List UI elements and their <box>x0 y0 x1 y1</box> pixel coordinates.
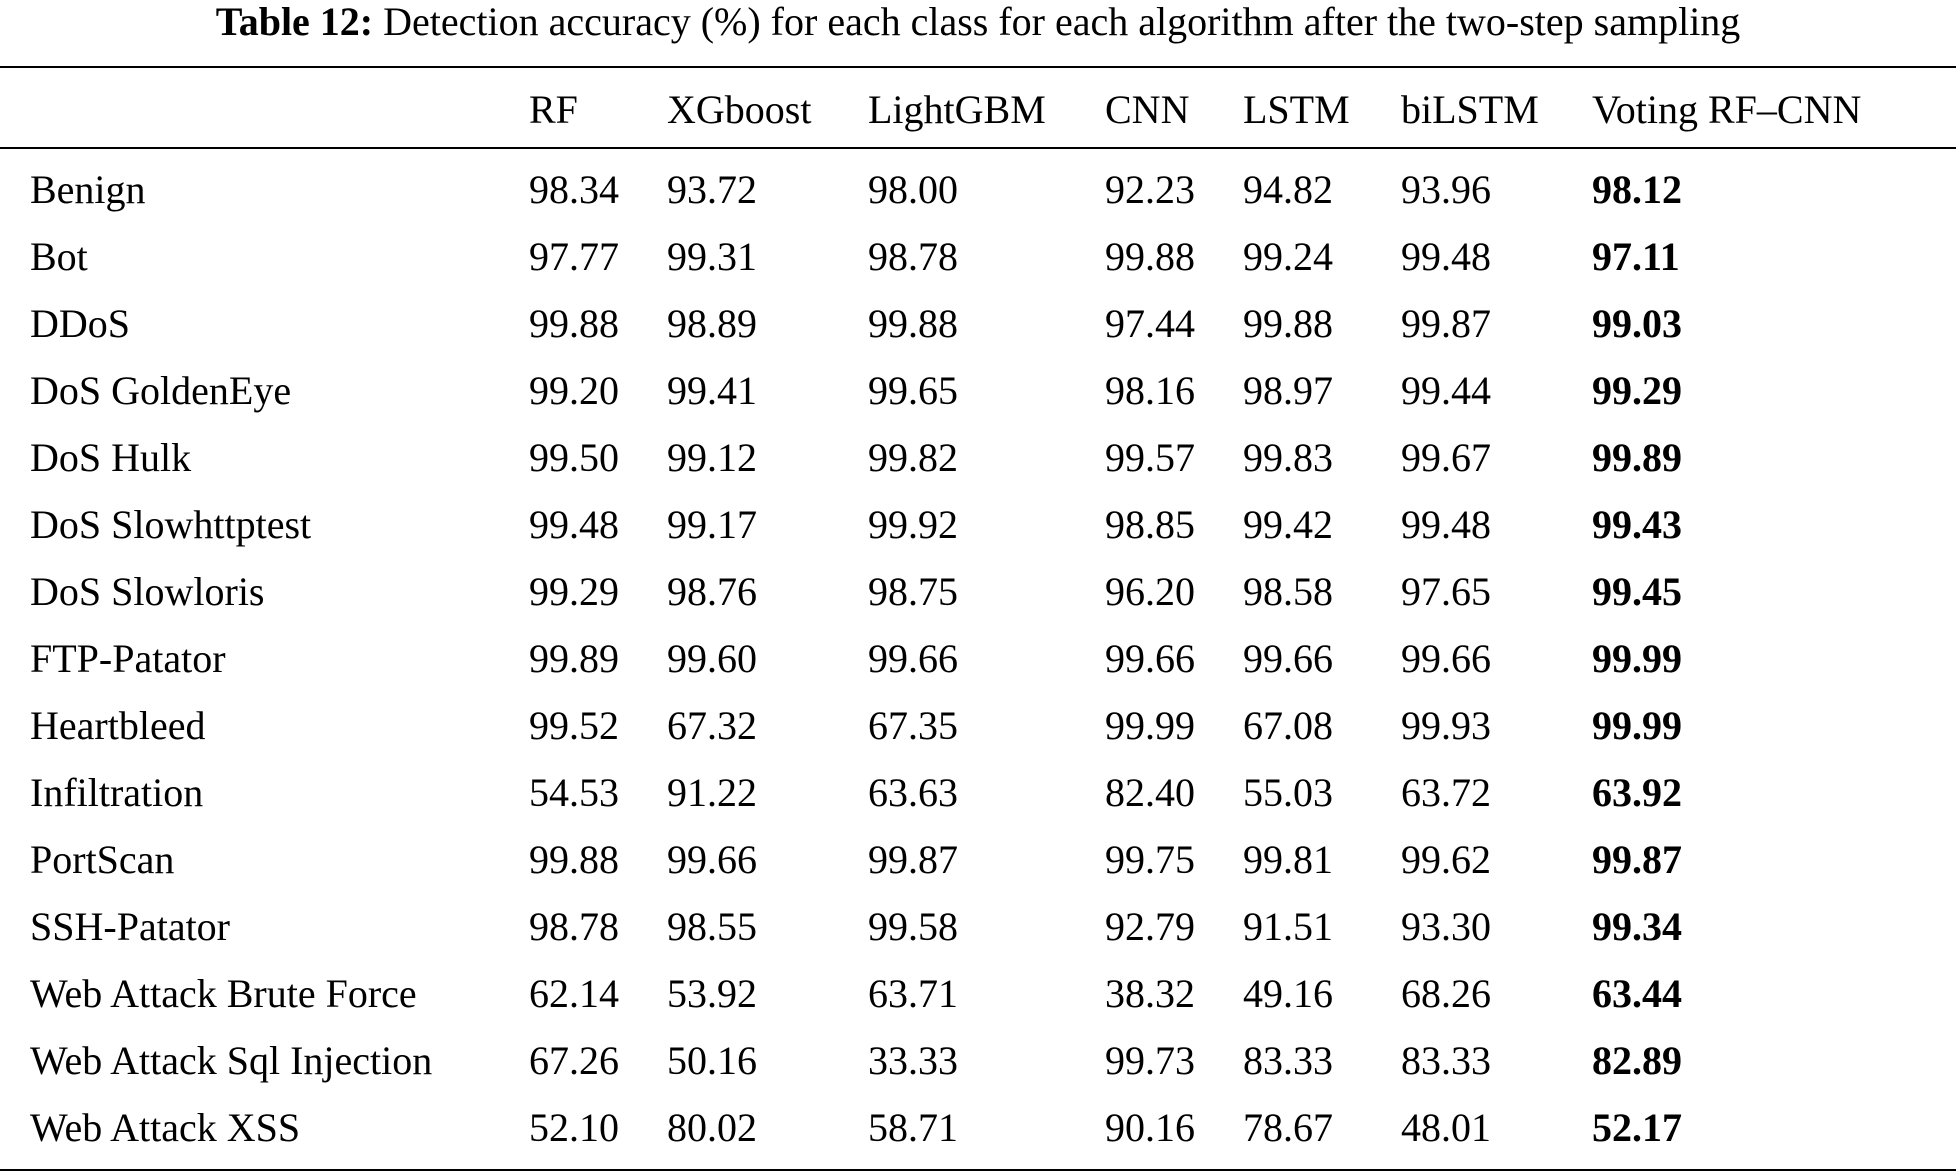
cell-lightgbm: 98.78 <box>868 234 958 279</box>
table-row <box>0 826 1956 893</box>
cell-rf: 99.52 <box>529 703 619 748</box>
cell-lstm: 99.88 <box>1243 301 1333 346</box>
cell-xgboost: 99.66 <box>667 837 757 882</box>
cell-bilstm: 99.62 <box>1401 837 1491 882</box>
table-row <box>0 357 1956 424</box>
cell-lightgbm: 33.33 <box>868 1038 958 1083</box>
cell-lightgbm: 67.35 <box>868 703 958 748</box>
cell-lightgbm: 63.71 <box>868 971 958 1016</box>
cell-bilstm: 93.30 <box>1401 904 1491 949</box>
cell-xgboost: 99.60 <box>667 636 757 681</box>
cell-rf: 62.14 <box>529 971 619 1016</box>
cell-lstm: 99.42 <box>1243 502 1333 547</box>
cell-lightgbm: 99.66 <box>868 636 958 681</box>
row-class-label: Infiltration <box>30 770 204 815</box>
cell-lstm: 67.08 <box>1243 703 1333 748</box>
cell-lstm: 99.24 <box>1243 234 1333 279</box>
cell-rf: 67.26 <box>529 1038 619 1083</box>
table-bottom-rule <box>0 1169 1956 1171</box>
table-row <box>0 625 1956 692</box>
table-row <box>0 156 1956 223</box>
cell-cnn: 98.16 <box>1105 368 1195 413</box>
table-row <box>0 290 1956 357</box>
cell-lstm: 49.16 <box>1243 971 1333 1016</box>
cell-cnn: 97.44 <box>1105 301 1195 346</box>
row-class-label: Web Attack Brute Force <box>30 971 417 1016</box>
table-caption <box>0 0 1956 44</box>
cell-cnn: 99.75 <box>1105 837 1195 882</box>
table-row <box>0 893 1956 960</box>
table-top-rule <box>0 66 1956 68</box>
row-class-label: DDoS <box>30 301 131 346</box>
cell-bilstm: 97.65 <box>1401 569 1491 614</box>
cell-lightgbm: 98.75 <box>868 569 958 614</box>
cell-bilstm: 83.33 <box>1401 1038 1491 1083</box>
cell-cnn: 96.20 <box>1105 569 1195 614</box>
table-header-row <box>0 76 1956 143</box>
cell-rf: 52.10 <box>529 1105 619 1150</box>
header-cell-lightgbm: LightGBM <box>868 87 1046 132</box>
table-caption-text: Detection accuracy (%) for each class for each algorithm after the two-step sampling <box>383 0 1741 44</box>
cell-voting: 82.89 <box>1592 1038 1682 1083</box>
cell-rf: 98.34 <box>529 167 619 212</box>
row-class-label: Web Attack Sql Injection <box>30 1038 433 1083</box>
table-row <box>0 1027 1956 1094</box>
cell-lstm: 99.83 <box>1243 435 1333 480</box>
cell-xgboost: 67.32 <box>667 703 757 748</box>
cell-lightgbm: 58.71 <box>868 1105 958 1150</box>
table-row <box>0 960 1956 1027</box>
cell-lstm: 83.33 <box>1243 1038 1333 1083</box>
cell-lstm: 78.67 <box>1243 1105 1333 1150</box>
row-class-label: DoS Hulk <box>30 435 192 480</box>
cell-xgboost: 99.17 <box>667 502 757 547</box>
row-class-label: PortScan <box>30 837 175 882</box>
cell-rf: 54.53 <box>529 770 619 815</box>
cell-bilstm: 99.87 <box>1401 301 1491 346</box>
table-row <box>0 223 1956 290</box>
cell-voting: 63.44 <box>1592 971 1682 1016</box>
row-class-label: DoS Slowloris <box>30 569 265 614</box>
cell-bilstm: 99.48 <box>1401 502 1491 547</box>
row-class-label: Benign <box>30 167 146 212</box>
cell-voting: 99.29 <box>1592 368 1682 413</box>
table-row <box>0 424 1956 491</box>
header-cell-cnn: CNN <box>1105 87 1190 132</box>
row-class-label: FTP-Patator <box>30 636 226 681</box>
table-header-rule <box>0 147 1956 149</box>
cell-voting: 99.87 <box>1592 837 1682 882</box>
table-row <box>0 1094 1956 1161</box>
cell-xgboost: 98.89 <box>667 301 757 346</box>
cell-cnn: 99.57 <box>1105 435 1195 480</box>
cell-bilstm: 63.72 <box>1401 770 1491 815</box>
cell-voting: 99.99 <box>1592 636 1682 681</box>
row-class-label: DoS GoldenEye <box>30 368 292 413</box>
cell-voting: 98.12 <box>1592 167 1682 212</box>
table-row <box>0 491 1956 558</box>
cell-cnn: 99.66 <box>1105 636 1195 681</box>
cell-xgboost: 99.41 <box>667 368 757 413</box>
cell-lightgbm: 99.92 <box>868 502 958 547</box>
cell-xgboost: 99.12 <box>667 435 757 480</box>
cell-voting: 63.92 <box>1592 770 1682 815</box>
cell-rf: 99.50 <box>529 435 619 480</box>
cell-lstm: 98.58 <box>1243 569 1333 614</box>
cell-rf: 99.48 <box>529 502 619 547</box>
cell-cnn: 99.73 <box>1105 1038 1195 1083</box>
header-cell-xgboost: XGboost <box>667 87 812 132</box>
table-row <box>0 692 1956 759</box>
cell-xgboost: 99.31 <box>667 234 757 279</box>
cell-voting: 99.03 <box>1592 301 1682 346</box>
cell-lightgbm: 99.82 <box>868 435 958 480</box>
row-class-label: Bot <box>30 234 88 279</box>
cell-voting: 99.43 <box>1592 502 1682 547</box>
cell-cnn: 82.40 <box>1105 770 1195 815</box>
cell-xgboost: 93.72 <box>667 167 757 212</box>
row-class-label: SSH-Patator <box>30 904 230 949</box>
cell-lstm: 91.51 <box>1243 904 1333 949</box>
table-row <box>0 558 1956 625</box>
table-row <box>0 759 1956 826</box>
cell-bilstm: 99.44 <box>1401 368 1491 413</box>
row-class-label: Heartbleed <box>30 703 206 748</box>
cell-rf: 99.88 <box>529 837 619 882</box>
cell-cnn: 98.85 <box>1105 502 1195 547</box>
cell-lstm: 94.82 <box>1243 167 1333 212</box>
cell-lstm: 99.81 <box>1243 837 1333 882</box>
cell-bilstm: 99.67 <box>1401 435 1491 480</box>
cell-bilstm: 99.93 <box>1401 703 1491 748</box>
cell-bilstm: 48.01 <box>1401 1105 1491 1150</box>
cell-cnn: 99.88 <box>1105 234 1195 279</box>
cell-cnn: 90.16 <box>1105 1105 1195 1150</box>
cell-xgboost: 98.55 <box>667 904 757 949</box>
cell-xgboost: 98.76 <box>667 569 757 614</box>
cell-voting: 99.99 <box>1592 703 1682 748</box>
cell-bilstm: 99.66 <box>1401 636 1491 681</box>
header-cell-lstm: LSTM <box>1243 87 1350 132</box>
cell-lstm: 99.66 <box>1243 636 1333 681</box>
cell-lightgbm: 98.00 <box>868 167 958 212</box>
cell-lightgbm: 63.63 <box>868 770 958 815</box>
header-cell-rf: RF <box>529 87 578 132</box>
cell-rf: 99.29 <box>529 569 619 614</box>
cell-voting: 52.17 <box>1592 1105 1682 1150</box>
cell-xgboost: 91.22 <box>667 770 757 815</box>
header-cell-voting: Voting RF–CNN <box>1592 87 1862 132</box>
cell-voting: 99.34 <box>1592 904 1682 949</box>
cell-bilstm: 99.48 <box>1401 234 1491 279</box>
cell-rf: 99.88 <box>529 301 619 346</box>
cell-xgboost: 50.16 <box>667 1038 757 1083</box>
cell-rf: 97.77 <box>529 234 619 279</box>
cell-xgboost: 80.02 <box>667 1105 757 1150</box>
cell-xgboost: 53.92 <box>667 971 757 1016</box>
cell-lightgbm: 99.65 <box>868 368 958 413</box>
table-caption-label: Table 12: <box>215 0 374 44</box>
cell-cnn: 38.32 <box>1105 971 1195 1016</box>
cell-rf: 99.89 <box>529 636 619 681</box>
cell-voting: 97.11 <box>1592 234 1680 279</box>
cell-bilstm: 93.96 <box>1401 167 1491 212</box>
cell-cnn: 92.79 <box>1105 904 1195 949</box>
header-cell-bilstm: biLSTM <box>1401 87 1539 132</box>
row-class-label: Web Attack XSS <box>30 1105 301 1150</box>
cell-lightgbm: 99.88 <box>868 301 958 346</box>
cell-cnn: 99.99 <box>1105 703 1195 748</box>
cell-cnn: 92.23 <box>1105 167 1195 212</box>
cell-bilstm: 68.26 <box>1401 971 1491 1016</box>
cell-lightgbm: 99.87 <box>868 837 958 882</box>
cell-lstm: 55.03 <box>1243 770 1333 815</box>
cell-rf: 99.20 <box>529 368 619 413</box>
row-class-label: DoS Slowhttptest <box>30 502 312 547</box>
cell-lightgbm: 99.58 <box>868 904 958 949</box>
cell-lstm: 98.97 <box>1243 368 1333 413</box>
cell-voting: 99.89 <box>1592 435 1682 480</box>
cell-rf: 98.78 <box>529 904 619 949</box>
cell-voting: 99.45 <box>1592 569 1682 614</box>
